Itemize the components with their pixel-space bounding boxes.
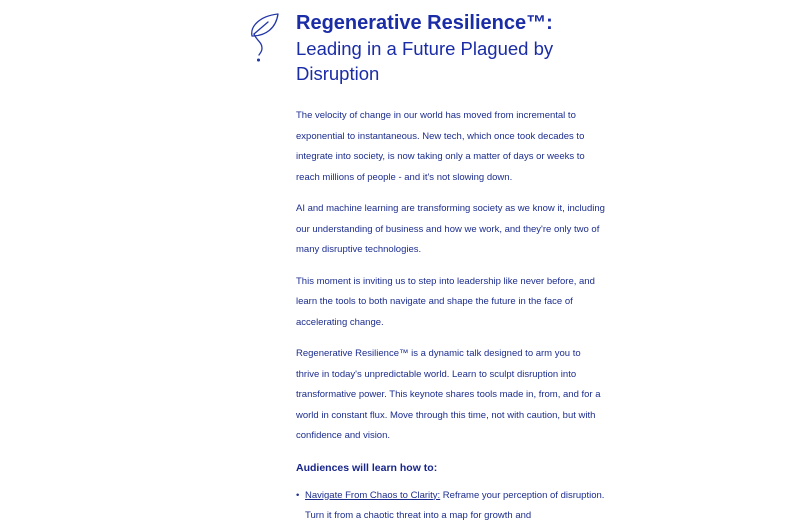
list-item bbox=[296, 486, 606, 527]
paragraph-4: Regenerative Resilience™ is a dynamic talk designed to arm you to thrive in today's unpredictable world. Learn to sculpt disruption into transformative power. This keynote shares tools made in, from, and for a world in constant flux. Move through this time, not with caution, but with confidence and vision. bbox=[296, 348, 601, 441]
page-title bbox=[296, 10, 606, 86]
paragraph-1: The velocity of change in our world has moved from incremental to exponential to instantaneous. New tech, which once took decades to integrate into society, is now taking only a matter of days or weeks to reach millions of people - and it's not slowing down. bbox=[296, 110, 585, 183]
leaf-question-icon bbox=[246, 12, 282, 62]
title-strong: Regenerative Resilience™: bbox=[296, 12, 553, 34]
learn-item-text: Reframe your perception of disruption. Turn it from a chaotic threat into a map for growth and bbox=[305, 489, 605, 521]
learn-item-link[interactable]: Navigate From Chaos to Clarity: bbox=[305, 489, 441, 501]
title-subtitle: Leading in a Future Plagued by Disruption bbox=[296, 38, 554, 84]
bullet: • bbox=[296, 489, 300, 501]
learn-list bbox=[296, 486, 606, 527]
paragraph-3: This moment is inviting us to step into leadership like never before, and learn the tools to both navigate and shape the future in the face of accelerating change. bbox=[296, 275, 595, 328]
article bbox=[296, 10, 606, 527]
paragraph-2: AI and machine learning are transforming society as we know it, including our understanding of business and how we work, and they're only two of many disruptive technologies. bbox=[296, 203, 605, 255]
learn-heading: Audiences will learn how to: bbox=[296, 461, 438, 474]
